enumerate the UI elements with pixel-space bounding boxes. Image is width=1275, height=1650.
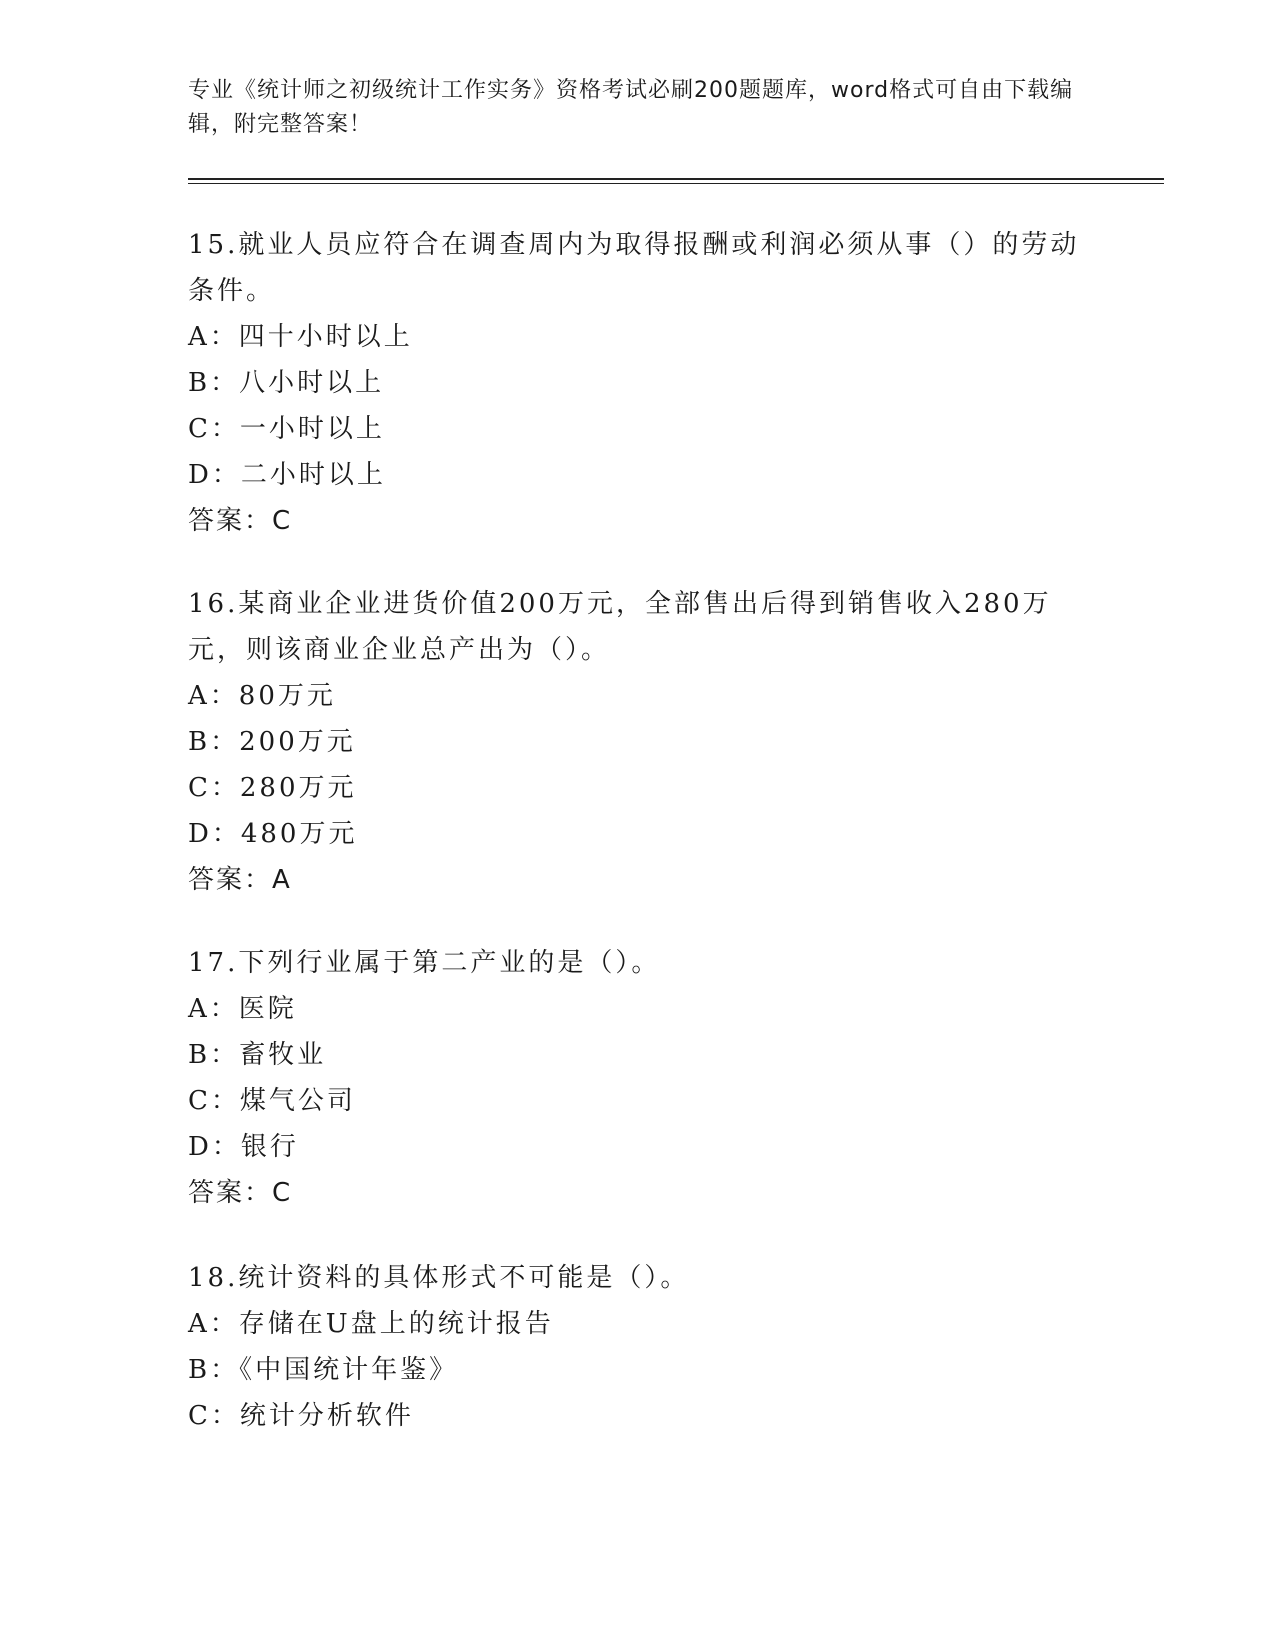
answer: 答案：C (188, 1178, 293, 1208)
document-header: 专业《统计师之初级统计工作实务》资格考试必刷200题题库，word格式可自由下载编辑，附完整答案！ (188, 78, 1074, 137)
option-b: B：200万元 (188, 727, 356, 757)
question-stem: 16.某商业企业进货价值200万元，全部售出后得到销售收入280万元，则该商业企业总产出为（）。 (188, 589, 1052, 665)
answer: 答案：A (188, 865, 292, 895)
question-18 (188, 1255, 1088, 1439)
option-a: A：四十小时以上 (188, 322, 413, 352)
option-c: C：统计分析软件 (188, 1401, 414, 1431)
question-16 (188, 581, 1088, 903)
option-c: C：280万元 (188, 773, 357, 803)
question-15 (188, 222, 1088, 544)
option-a: A：医院 (188, 994, 297, 1024)
option-d: D：银行 (188, 1132, 299, 1162)
answer: 答案：C (188, 506, 293, 536)
option-a: A：存储在U盘上的统计报告 (188, 1309, 554, 1339)
option-c: C：一小时以上 (188, 414, 385, 444)
option-b: B：八小时以上 (188, 368, 385, 398)
question-stem: 18.统计资料的具体形式不可能是（）。 (188, 1263, 690, 1293)
option-a: A：80万元 (188, 681, 336, 711)
question-17 (188, 940, 1088, 1216)
option-d: D：二小时以上 (188, 460, 386, 490)
question-stem: 15.就业人员应符合在调查周内为取得报酬或利润必须从事（）的劳动条件。 (188, 230, 1080, 306)
question-stem: 17.下列行业属于第二产业的是（）。 (188, 948, 661, 978)
option-c: C：煤气公司 (188, 1086, 356, 1116)
header-divider-top (188, 178, 1164, 180)
option-b: B：《中国统计年鉴》 (188, 1355, 459, 1385)
option-b: B：畜牧业 (188, 1040, 327, 1070)
header-divider-bottom (188, 183, 1164, 184)
option-d: D：480万元 (188, 819, 358, 849)
